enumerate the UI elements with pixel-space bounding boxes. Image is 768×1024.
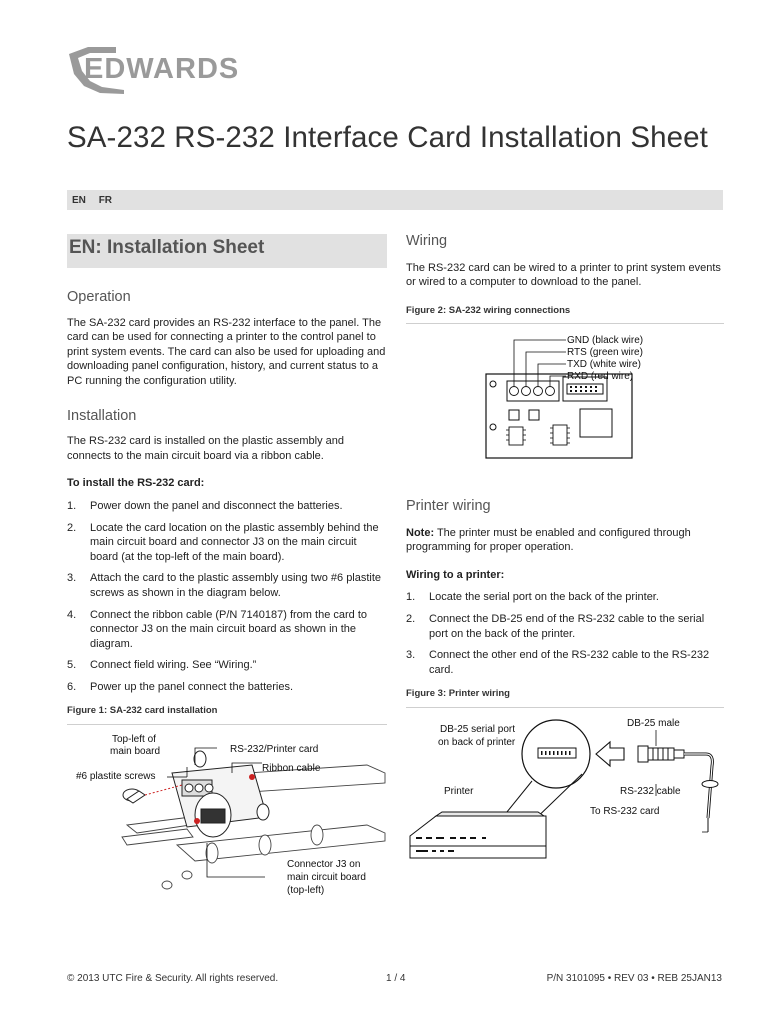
svg-text:#6 plastite screws: #6 plastite screws — [76, 771, 156, 783]
list-item: 3. Connect the other end of the RS-232 cable to the RS-232 card. — [406, 649, 710, 676]
list-item: 1. Power down the panel and disconnect the batteries. — [67, 499, 343, 512]
figure2-diagram — [406, 324, 724, 474]
figure1-diagram — [67, 725, 387, 905]
wiring-heading: Wiring — [406, 233, 448, 249]
svg-text:RTS (green wire): RTS (green wire) — [567, 347, 643, 359]
svg-text:DB-25 male: DB-25 male — [627, 717, 680, 729]
operation-heading: Operation — [67, 289, 131, 305]
brand-name: EDWARDS — [84, 53, 240, 85]
figure3-caption: Figure 3: Printer wiring — [406, 687, 724, 708]
svg-text:TXD (white wire): TXD (white wire) — [567, 359, 641, 371]
right-column — [406, 234, 724, 873]
printer-subheading: Wiring to a printer: — [406, 568, 505, 581]
section-header: EN: Installation Sheet — [67, 234, 387, 268]
svg-text:Top-left of: Top-left of — [112, 734, 156, 746]
svg-text:RXD (red wire): RXD (red wire) — [567, 371, 634, 383]
figure2-caption: Figure 2: SA-232 wiring connections — [406, 304, 724, 325]
figure1-caption: Figure 1: SA-232 card installation — [67, 704, 387, 725]
operation-text: The SA-232 card provides an RS-232 interface to the panel. The card can be used for connecting a printer to the control panel to print system events. The card can also be used for uploading and downloading panel configuration, history, and current status to a PC running the configuration utility. — [67, 316, 386, 387]
footer-page-number: 1 / 4 — [386, 973, 406, 984]
footer-copyright: © 2013 UTC Fire & Security. All rights reserved. — [67, 973, 279, 984]
svg-text:To RS-232 card: To RS-232 card — [590, 805, 660, 817]
svg-text:RS-232 cable: RS-232 cable — [620, 785, 681, 797]
list-item: 2. Connect the DB-25 end of the RS-232 cable to the serial port on the back of the printer. — [406, 612, 705, 640]
printer-steps — [406, 590, 724, 677]
svg-text:(top-left): (top-left) — [287, 885, 325, 897]
list-item: 4. Connect the ribbon cable (P/N 7140187) from the card to connector J3 on the main circuit board as shown in the diagram. — [67, 608, 367, 650]
list-item: 6. Power up the panel connect the batteries. — [67, 680, 294, 693]
installation-heading: Installation — [67, 407, 137, 424]
document-title: SA-232 RS-232 Interface Card Installation Sheet — [67, 121, 708, 154]
install-steps — [67, 499, 387, 695]
lang-en[interactable]: EN — [72, 195, 86, 206]
list-item: 3. Attach the card to the plastic assembly using two #6 plastite screws as shown in the diagram below. — [67, 572, 382, 599]
svg-text:on back of printer: on back of printer — [438, 736, 516, 748]
left-column — [67, 234, 387, 910]
svg-text:GND (black wire): GND (black wire) — [567, 335, 644, 347]
svg-text:Ribbon cable: Ribbon cable — [262, 763, 321, 775]
svg-text:Printer: Printer — [444, 785, 474, 797]
list-item: 2. Locate the card location on the plastic assembly behind the main circuit board and connector J3 on the main circuit board (at the top-left of the main board). — [67, 521, 379, 563]
language-bar — [67, 190, 723, 210]
wiring-text: The RS-232 card can be wired to a printer to print system events or wired to a computer to download to the panel. — [406, 261, 721, 289]
edwards-logo — [66, 44, 328, 96]
figure3-diagram — [406, 708, 724, 868]
svg-text:main board: main board — [110, 746, 161, 758]
list-item: 1. Locate the serial port on the back of the printer. — [406, 591, 659, 604]
printer-wiring-heading: Printer wiring — [406, 497, 491, 514]
svg-text:DB-25 serial port: DB-25 serial port — [440, 723, 516, 735]
lang-fr[interactable]: FR — [98, 195, 113, 206]
install-subheading: To install the RS-232 card: — [67, 477, 205, 490]
footer-part-number: P/N 3101095 • REV 03 • REB 25JAN13 — [546, 973, 722, 984]
svg-text:main circuit board: main circuit board — [287, 872, 366, 884]
list-item: 5. Connect field wiring. See “Wiring.” — [67, 659, 257, 672]
printer-note: Note: The printer must be enabled and configured through programming for proper operation. — [406, 526, 691, 554]
installation-text: The RS-232 card is installed on the plastic assembly and connects to the main circuit board via a ribbon cable. — [67, 435, 344, 462]
svg-text:Connector J3 on: Connector J3 on — [287, 859, 361, 871]
svg-text:RS-232/Printer card: RS-232/Printer card — [230, 744, 319, 756]
